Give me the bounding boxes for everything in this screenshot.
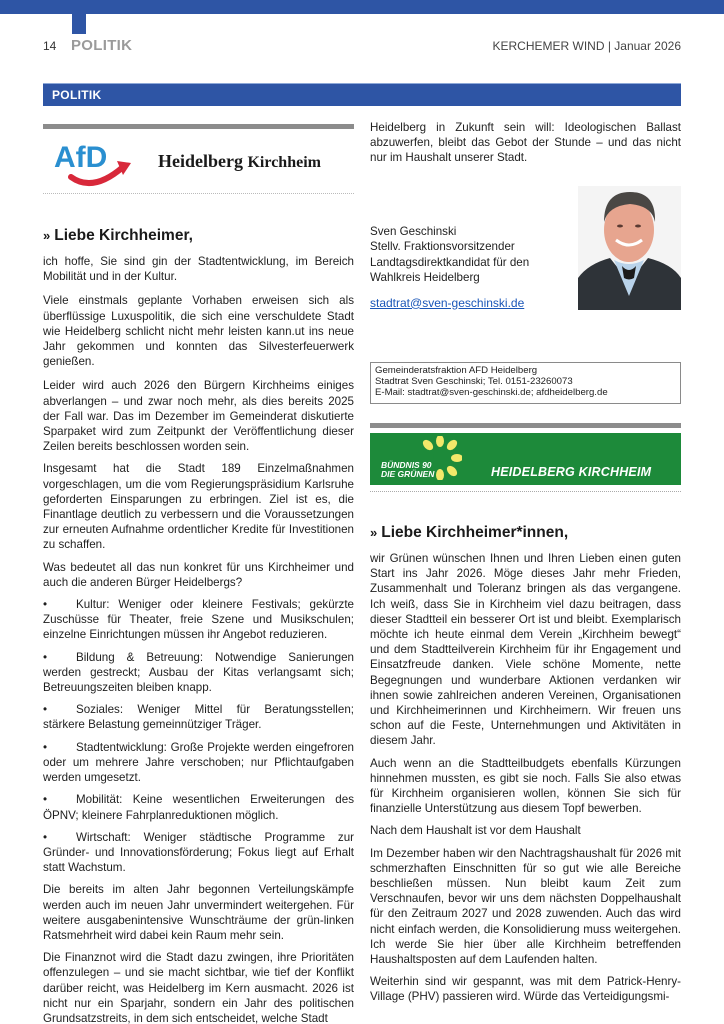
section-band-label: POLITIK <box>52 88 102 102</box>
page-number: 14 <box>43 39 57 53</box>
afd-title: Heidelberg Kirchheim <box>158 151 321 171</box>
info-line: Stadtrat Sven Geschinski; Tel. 0151-23260073 <box>375 376 573 387</box>
author-email-link[interactable]: stadtrat@sven-geschinski.de <box>370 295 525 310</box>
running-section-title: POLITIK <box>71 37 133 54</box>
svg-text:AfD: AfD <box>54 141 108 174</box>
afd-paragraph: Viele einstmals geplante Vorhaben erweisen sich als überflüssige Luxuspolitik, die sich eine verschuldete Stadt wie Heidelberg schlicht nicht mehr leisten kann.ut ins neue Jahr gekommen und konnten das Silvesterfeuerwerk genießen. <box>43 294 354 369</box>
afd-continuation <box>370 120 681 173</box>
info-line: Gemeinderatsfraktion AFD Heidelberg <box>375 365 538 376</box>
gruene-bottom-rule <box>370 491 681 492</box>
afd-paragraph: Leider wird auch 2026 den Bürgern Kirchheims einiges abverlangen – und zwar noch mehr, als dies bereits 2025 der Fall war. Das im Dezember im Gemeinderat diskutierte Sparpaket wird zum Zeitpunkt der Veröffentlichung dieser Zeilen bereits beschlossen worden sein. <box>43 379 354 454</box>
afd-paragraph: Die bereits im alten Jahr begonnen Verteilungskämpfe werden auch im neuen Jahr unvermindert weitergehen. Für weitere ausgabenintensive Wunschträume der grün-linken Ratsmehrheit wird dabei kein Raum mehr sein. <box>43 883 354 942</box>
afd-greeting: » Liebe Kirchheimer, <box>43 227 193 244</box>
gruene-paragraph: Weiterhin sind wir gespannt, was mit dem Patrick-Henry-Village (PHV) passieren wird. Würde das Verteidigungsmi- <box>370 975 681 1004</box>
gruene-subheading: Nach dem Haushalt ist vor dem Haushalt <box>370 824 581 838</box>
afd-paragraph: Insgesamt hat die Stadt 189 Einzelmaßnahmen vorgeschlagen, um die vom Regierungspräsidium Karlsruhe geforderten Einsparungen zu erbringen. Ziel ist es, die Finantlage deutlich zu verbessern und die Voraussetzungen zur erneuten Aufnahme ordentlicher Kredite für Investitionen zu schaffen. <box>43 462 354 552</box>
gruene-logo-text: BÜNDNIS 90 DIE GRÜNEN <box>381 460 435 479</box>
top-accent-tab <box>72 14 86 34</box>
afd-bullet: • Wirtschaft: Weniger städtische Programme zur Gründer- und Innovationsförderung; Fokus liegt auf Erhalt statt Wachstum. <box>43 830 354 875</box>
afd-bullet: • Soziales: Weniger Mittel für Beratungsstellen; stärkere Belastung gemeinnütziger Träger. <box>43 703 354 732</box>
afd-continuation-text: Heidelberg in Zukunft sein will: Ideologischen Ballast abzuwerfen, bleibt das Gebot der Stunde – und das nicht nur im Haushalt unserer Stadt. <box>370 121 681 165</box>
gruene-greeting: » Liebe Kirchheimer*innen, <box>370 524 569 541</box>
afd-header <box>43 124 354 194</box>
person-photo-icon <box>578 186 681 310</box>
gruene-paragraph: Im Dezember haben wir den Nachtragshaushalt für 2026 mit schmerzhaften Einschnitten für so gut wie alle Bereiche beschließen müssen. Nun bleibt kaum Zeit zum Verschnaufen, bevor wir uns dem nächsten Doppelhaushalt für den Zeitraum 2027 und 2028 zuwenden. Auch das wird nicht einfach werden, die Konsolidierung muss weitergehen. Ich werde Sie hier über alle Kirchheim betreffenden Haushaltsposten auf dem Laufenden halten. <box>370 846 681 967</box>
author-portrait <box>578 186 681 310</box>
gruene-banner-title: HEIDELBERG KIRCHHEIM <box>491 465 652 479</box>
afd-bullet: • Kultur: Weniger oder kleinere Festivals; gekürzte Zuschüsse für Theater, freie Szene und Musikschulen; einzelne Einrichtungen müssen ihr Angebot reduzieren. <box>43 598 354 642</box>
afd-bullet: • Stadtentwicklung: Große Projekte werden eingefroren oder um mehrere Jahre verschoben; nur Pflichtaufgaben werden umgesetzt. <box>43 740 354 785</box>
gruene-top-rule <box>370 423 681 428</box>
info-line: E-Mail: stadtrat@sven-geschinski.de; afdheidelberg.de <box>375 387 608 398</box>
afd-logo-icon <box>53 137 133 191</box>
afd-paragraph: ich hoffe, Sie sind gin der Stadtentwicklung, im Bereich Mobilität und in der Kultur. <box>43 255 354 284</box>
author-role: Landtagsdirektkandidat für den <box>370 255 530 269</box>
afd-paragraph: Die Finanznot wird die Stadt dazu zwingen, ihre Prioritäten offenzulegen – und sie macht sichtbar, wie tief der Konflikt darüber reicht, was Heidelberg im Kern ausmacht. 2026 ist nicht nur ein Sparjahr, sondern ein Jahr des politischen Grundsatzstreits, in dem sich entscheidet, welche Stadt <box>43 951 354 1024</box>
afd-info-box <box>370 362 681 404</box>
gruene-paragraph: Auch wenn an die Stadtteilbudgets ebenfalls Kürzungen hinnehmen mussten, es gibt sie noch. Falls Sie also etwas für Kirchheim organisieren wollen, können Sie sich für finanzielle Unterstützung aus diesem Topf bewerben. <box>370 756 681 816</box>
gruene-article <box>370 524 681 1012</box>
afd-bullet: • Mobilität: Keine wesentlichen Erweiterungen des ÖPNV; kleinere Fahrplanreduktionen möglich. <box>43 793 354 822</box>
afd-paragraph: Was bedeutet all das nun konkret für uns Kirchheimer und auch die anderen Bürger Heidelbergs? <box>43 560 354 589</box>
section-band <box>43 83 681 106</box>
afd-bullet: • Bildung & Betreuung: Notwendige Sanierungen werden gestreckt; Ausbau der Kitas verlangsamt sich; Betreuungszeiten bleiben knapp. <box>43 650 354 695</box>
author-role: Stellv. Fraktionsvorsitzender <box>370 240 515 254</box>
publication-title: KERCHEMER WIND | Januar 2026 <box>492 39 681 53</box>
author-name: Sven Geschinski <box>370 225 457 238</box>
gruene-banner <box>370 433 681 485</box>
author-contact <box>370 224 560 311</box>
top-accent-bar <box>0 0 724 14</box>
gruene-paragraph: wir Grünen wünschen Ihnen und Ihren Lieben einen guten Start ins Jahr 2026. Möge dieses Jahr mehr Frieden, Zusammenhalt und Toleranz bringen als das vergangene. Ich weiß, dass Sie in Kirchheim viel dazu beitragen, dass dieser Stadtteil ein besserer Ort ist und bleibt. Exemplarisch möchte ich heute einmal dem Verein „Kirchheim bewegt“ und dem Stadtteilverein Kirchheim für ihr Engagement und Einsatzfreude danken. Viele schöne Momente, nette Begegnungen und wunderbare Aktionen verdanken wir ihnen sowie zahlreichen anderen Vereinen, Organisationen und Kirchheimerinnen und Kirchheimern. Wir freuen uns schon auf die Feste, Unternehmungen und Aktivitäten in diesem Jahr. <box>370 552 681 748</box>
afd-article <box>43 124 354 1024</box>
author-role: Wahlkreis Heidelberg <box>370 271 480 285</box>
